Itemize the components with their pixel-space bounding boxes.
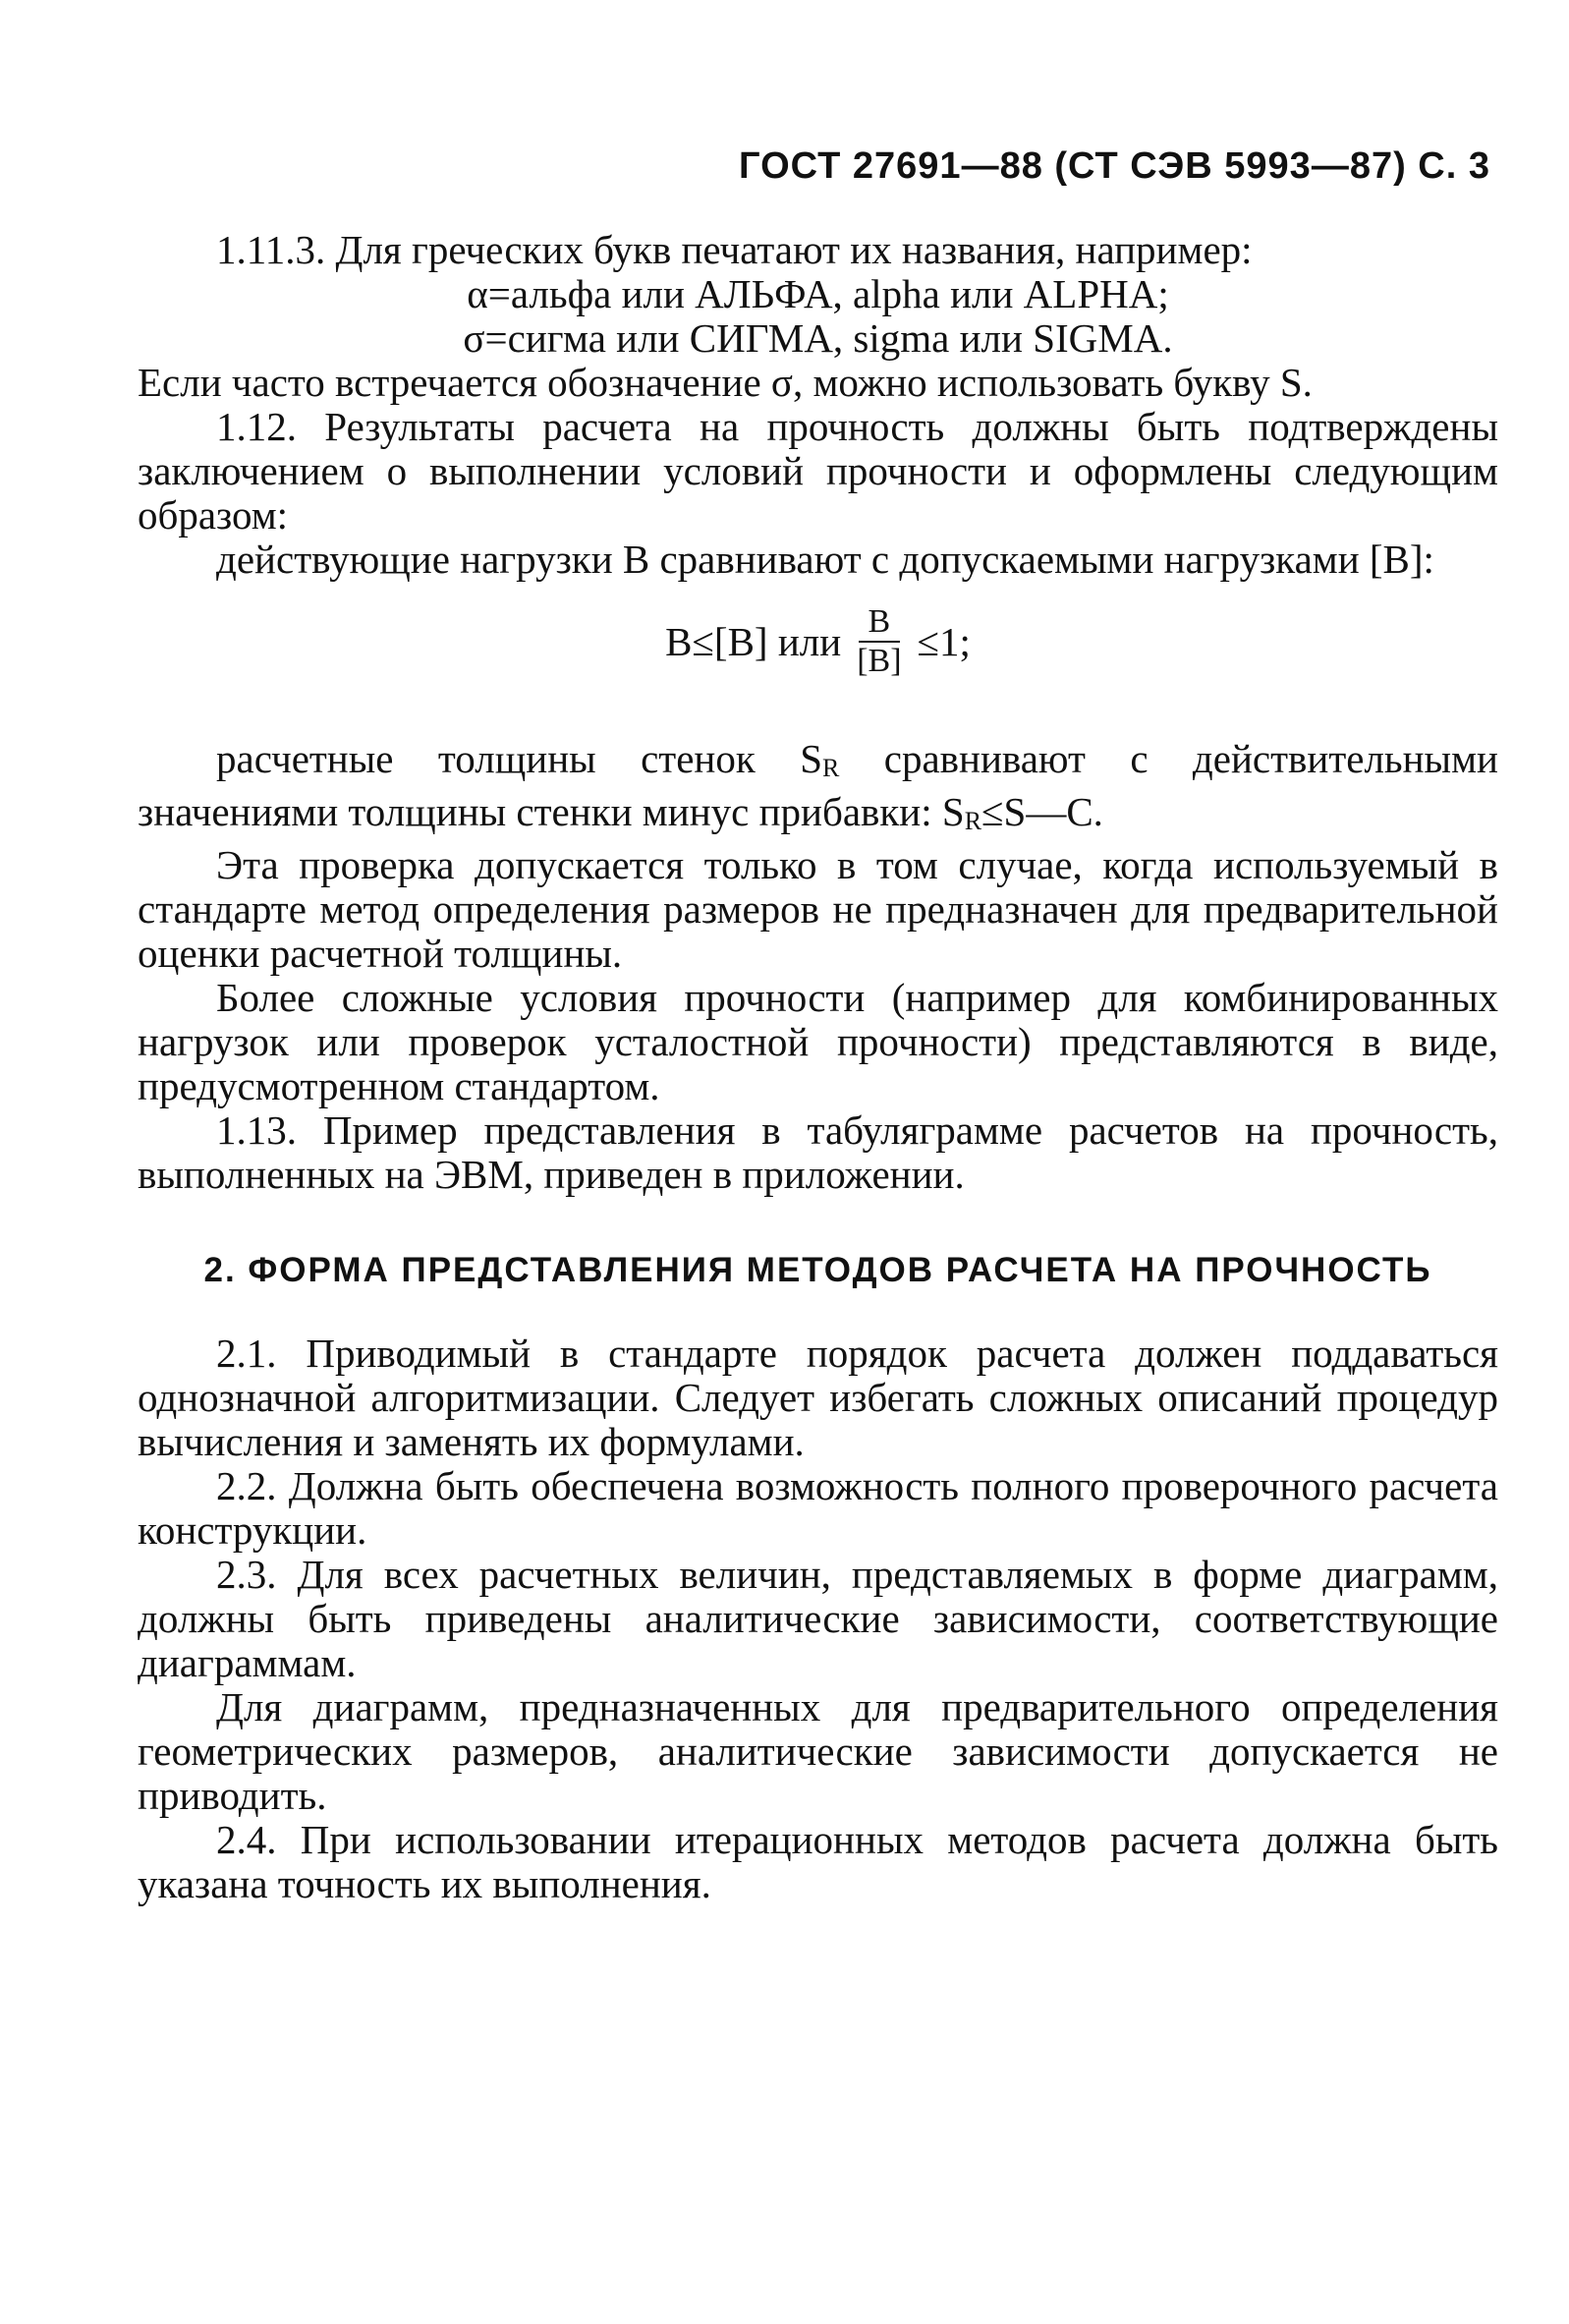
page-header: ГОСТ 27691—88 (СТ СЭВ 5993—87) С. 3 <box>739 145 1490 187</box>
paragraph-diagrams: Для диаграмм, предназначенных для предварительного определения геометрических размеров, аналитические зависимости допускается не приводить. <box>138 1684 1498 1818</box>
thickness-text-end: ≤S—C. <box>981 789 1103 834</box>
paragraph-2-2: 2.2. Должна быть обеспечена возможность полного проверочного расчета конструкции. <box>138 1463 1498 1553</box>
paragraph-check: Эта проверка допускается только в том случае, когда используемый в стандарте метод определения размеров не предназначен для предварительной оценки расчетной толщины. <box>138 842 1498 976</box>
paragraph-1-13: 1.13. Пример представления в табуляграмме расчетов на прочность, выполненных на ЭВМ, приведен в приложении. <box>138 1107 1498 1197</box>
thickness-subscript: R <box>822 754 840 782</box>
section-2-heading: 2. ФОРМА ПРЕДСТАВЛЕНИЯ МЕТОДОВ РАСЧЕТА НА ПРОЧНОСТЬ <box>203 1251 1432 1289</box>
formula-left: B≤[B] или <box>665 618 842 664</box>
example-alpha: α=альфа или АЛЬФА, alpha или ALPHA; <box>467 271 1169 316</box>
formula-numerator: B <box>859 603 901 643</box>
document-body <box>138 228 1498 1906</box>
thickness-subscript-2: R <box>964 807 982 835</box>
paragraph-2-1: 2.1. Приводимый в стандарте порядок расчета должен поддаваться однозначной алгоритмизации. Следует избегать сложных описаний процедур вычисления и заменять их формулами. <box>138 1331 1498 1464</box>
formula-denominator: [B] <box>857 643 902 679</box>
formula-right: ≤1; <box>917 618 971 664</box>
example-sigma: σ=сигма или СИГМА, sigma или SIGMA. <box>463 315 1173 361</box>
formula-fraction <box>847 603 911 680</box>
thickness-text-mid: сравнивают с действительными значениями толщины стенки минус прибавки: S <box>138 736 1498 834</box>
paragraph-thickness <box>138 737 1498 843</box>
paragraph-loads: действующие нагрузки B сравнивают с допускаемыми нагрузками [B]: <box>216 537 1434 582</box>
paragraph-sigma-note: Если часто встречается обозначение σ, можно использовать букву S. <box>138 360 1313 405</box>
paragraph-1-12: 1.12. Результаты расчета на прочность должны быть подтверждены заключением о выполнении условий прочности и оформлены следующим образом: <box>138 404 1498 538</box>
paragraph-2-4: 2.4. При использовании итерационных методов расчета должна быть указана точность их выполнения. <box>138 1817 1498 1906</box>
strength-formula <box>138 603 1498 680</box>
paragraph-2-3: 2.3. Для всех расчетных величин, представляемых в форме диаграмм, должны быть приведены аналитические зависимости, соответствующие диаграммам. <box>138 1552 1498 1685</box>
paragraph-1-11-3: 1.11.3. Для греческих букв печатают их названия, например: <box>216 227 1253 272</box>
paragraph-complex: Более сложные условия прочности (например для комбинированных нагрузок или проверок усталостной прочности) представляются в виде, предусмотренном стандартом. <box>138 975 1498 1108</box>
thickness-text-start: расчетные толщины стенок S <box>216 736 822 781</box>
